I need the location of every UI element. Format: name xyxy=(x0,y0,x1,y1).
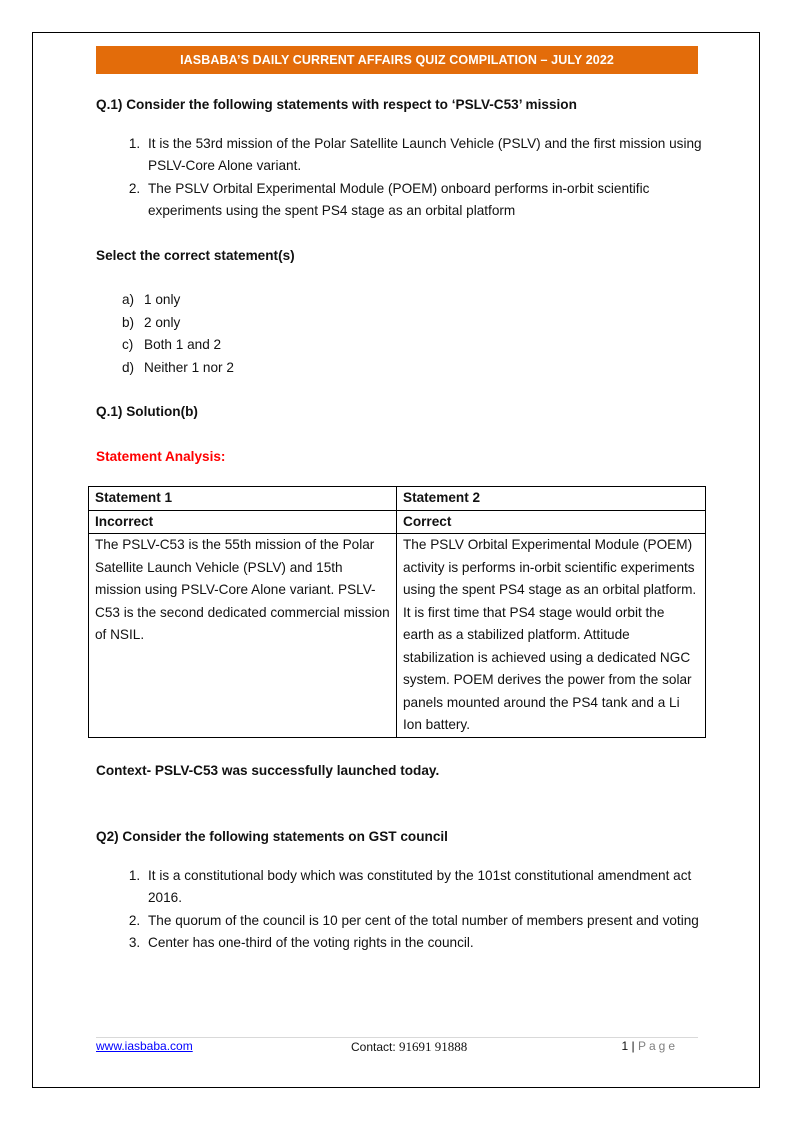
statement-item: 3. Center has one-third of the voting rights in the council. xyxy=(144,932,706,955)
explanation-cell: The PSLV-C53 is the 55th mission of the Polar Satellite Launch Vehicle (PSLV) and 15th mission using PSLV-Core Alone variant. PSLV-C53 is the second dedicated commercial mission of NSIL. xyxy=(89,534,397,738)
question-1-options xyxy=(96,289,706,379)
document-header xyxy=(96,46,698,74)
page-word: Page xyxy=(637,1039,678,1053)
verdict-cell: Incorrect xyxy=(89,510,397,534)
option-letter: b) xyxy=(122,314,135,330)
page-number: 1 xyxy=(621,1039,629,1053)
table-header-cell: Statement 2 xyxy=(397,487,706,511)
question-1-statements xyxy=(96,133,706,223)
explanation-cell: The PSLV Orbital Experimental Module (POEM) activity is performs in-orbit scientific experiments using the spent PS4 stage as an orbital platform. It is first time that PS4 stage would orbit the earth as a stabilized platform. Attitude stabilization is achieved using a dedicated NGC system. POEM derives the power from the solar panels mounted around the PS4 tank and a Li Ion battery. xyxy=(397,534,706,738)
option-item xyxy=(122,312,706,335)
statement-item: 2. The PSLV Orbital Experimental Module (POEM) onboard performs in-orbit scientific experiments using the spent PS4 stage as an orbital platform xyxy=(144,178,706,223)
option-text: Neither 1 nor 2 xyxy=(144,359,234,375)
page-content xyxy=(96,94,706,955)
option-item xyxy=(122,334,706,357)
contact-number: 91691 91888 xyxy=(399,1039,468,1054)
question-1-title: Q.1) Consider the following statements with respect to ‘PSLV-C53’ mission xyxy=(96,97,577,112)
table-verdict-row xyxy=(89,510,706,534)
select-label: Select the correct statement(s) xyxy=(96,247,295,263)
statement-item: 2. The quorum of the council is 10 per cent of the total number of members present and voting xyxy=(144,910,706,933)
option-letter: d) xyxy=(122,359,135,375)
option-letter: a) xyxy=(122,292,135,307)
statement-item: 1. It is the 53rd mission of the Polar Satellite Launch Vehicle (PSLV) and the first mission using PSLV-Core Alone variant. xyxy=(144,133,706,178)
table-header-cell: Statement 1 xyxy=(89,487,397,511)
header-title: IASBABA’S DAILY CURRENT AFFAIRS QUIZ COMPILATION – JULY 2022 xyxy=(180,53,614,67)
statement-analysis-label: Statement Analysis: xyxy=(96,448,226,464)
option-letter: c) xyxy=(122,337,134,352)
option-text: 1 only xyxy=(144,292,181,307)
statement-item: 1. It is a constitutional body which was constituted by the 101st constitutional amendment act 2016. xyxy=(144,865,706,910)
table-row xyxy=(89,534,706,738)
contact-info xyxy=(351,1039,467,1055)
context-text: Context- PSLV-C53 was successfully launched today. xyxy=(96,762,440,778)
verdict-cell: Correct xyxy=(397,510,706,534)
option-text: 2 only xyxy=(144,314,181,330)
page-indicator xyxy=(621,1039,678,1053)
option-text: Both 1 and 2 xyxy=(144,337,222,352)
statement-analysis-table xyxy=(88,486,706,738)
option-item xyxy=(122,357,706,380)
solution-label: Q.1) Solution(b) xyxy=(96,404,198,419)
question-2-statements xyxy=(96,865,706,955)
option-item xyxy=(122,289,706,312)
table-header-row xyxy=(89,487,706,511)
website-link[interactable]: www.iasbaba.com xyxy=(96,1039,193,1053)
page-footer xyxy=(96,1039,698,1057)
question-2-title: Q2) Consider the following statements on GST council xyxy=(96,829,448,844)
page-separator: | xyxy=(628,1039,638,1053)
footer-divider xyxy=(96,1037,698,1038)
contact-label: Contact: xyxy=(351,1040,400,1054)
